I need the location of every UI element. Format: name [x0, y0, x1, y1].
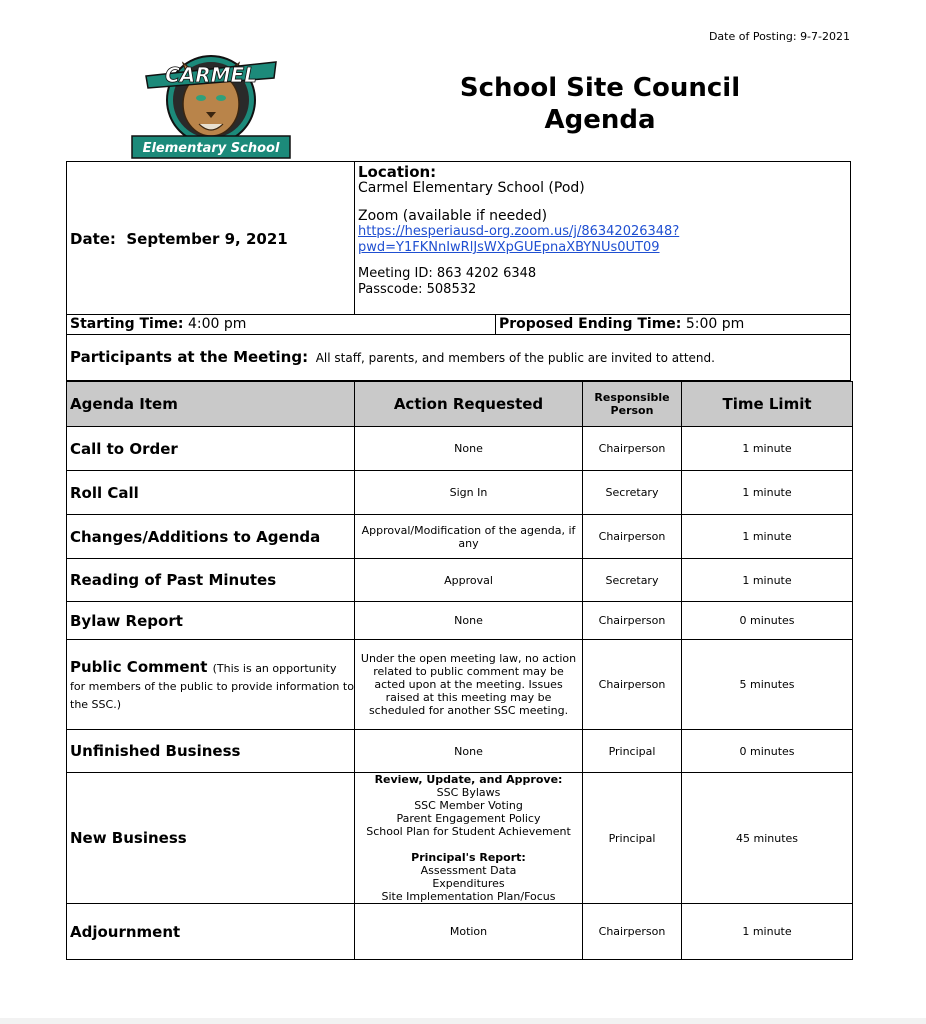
meeting-id: Meeting ID: 863 4202 6348 [358, 266, 537, 281]
action-heading-principal-report: Principal's Report: [411, 851, 526, 864]
location-cell [358, 164, 679, 298]
zoom-link-line-1[interactable]: https://hesperiausd-org.zoom.us/j/86342026348? [358, 224, 680, 239]
zoom-link-line-2[interactable]: pwd=Y1FKNnIwRlJsWXpGUEpnaXBYNUs0UT09 [358, 240, 660, 255]
agenda-item [67, 640, 355, 730]
meeting-date [70, 230, 288, 248]
table-row [67, 427, 853, 471]
action-list-item: SSC Bylaws [436, 786, 501, 799]
time-limit: 5 minutes [682, 640, 853, 730]
page-bottom-edge [0, 1018, 926, 1024]
action-requested: None [355, 730, 583, 773]
agenda-item: New Business [67, 773, 355, 904]
header-responsible-person: Responsible Person [583, 382, 682, 427]
table-row [67, 471, 853, 515]
title-line-2: Agenda [544, 105, 656, 135]
agenda-item: Bylaw Report [67, 602, 355, 640]
end-value: 5:00 pm [685, 316, 745, 332]
logo-top-text: CARMEL [165, 63, 257, 87]
time-limit: 1 minute [682, 904, 853, 960]
agenda-item: Adjournment [67, 904, 355, 960]
table-row [67, 904, 853, 960]
action-requested: None [355, 602, 583, 640]
starting-time [70, 316, 246, 332]
agenda-item: Call to Order [67, 427, 355, 471]
table-row [67, 640, 853, 730]
action-requested: Approval/Modification of the agenda, if any [355, 515, 583, 559]
responsible-person: Principal [583, 773, 682, 904]
action-requested: Under the open meeting law, no action related to public comment may be acted upon at the meeting. Issues raised at this meeting may be scheduled for another SSC meeting. [355, 640, 583, 730]
action-list-item: School Plan for Student Achievement [366, 825, 571, 838]
time-limit: 1 minute [682, 515, 853, 559]
time-limit: 0 minutes [682, 602, 853, 640]
header-agenda-item: Agenda Item [67, 382, 355, 427]
agenda-item: Unfinished Business [67, 730, 355, 773]
responsible-person: Secretary [583, 559, 682, 602]
passcode: Passcode: 508532 [358, 282, 477, 297]
action-list-item: Assessment Data [420, 864, 517, 877]
time-limit: 1 minute [682, 559, 853, 602]
time-limit: 1 minute [682, 471, 853, 515]
action-list-item: Site Implementation Plan/Focus [381, 890, 556, 903]
time-limit: 1 minute [682, 427, 853, 471]
date-cell [67, 162, 355, 314]
date-label: Date: [70, 230, 116, 248]
location-value: Carmel Elementary School (Pod) [358, 180, 585, 196]
action-requested: Sign In [355, 471, 583, 515]
responsible-person: Chairperson [583, 602, 682, 640]
participants-label: Participants at the Meeting: [70, 348, 309, 366]
time-limit: 45 minutes [682, 773, 853, 904]
table-row [67, 730, 853, 773]
zoom-text: Zoom (available if needed) [358, 208, 548, 224]
table-row [67, 602, 853, 640]
posting-label: Date of Posting: [708, 30, 797, 43]
action-list-item: Parent Engagement Policy [396, 812, 541, 825]
title-line-1: School Site Council [459, 73, 741, 103]
header-action-requested: Action Requested [355, 382, 583, 427]
responsible-person: Chairperson [583, 515, 682, 559]
table-header [67, 382, 853, 427]
action-requested: None [355, 427, 583, 471]
action-heading-review: Review, Update, and Approve: [374, 773, 563, 786]
posting-date [600, 30, 850, 43]
responsible-person: Chairperson [583, 640, 682, 730]
start-label: Starting Time: [70, 316, 184, 332]
page-title [440, 72, 760, 136]
time-divider [495, 315, 496, 334]
agenda-item-note: (This is an opportunity for members of the public to provide information to the SSC.) [70, 661, 354, 711]
action-requested [355, 773, 583, 904]
agenda-table [66, 381, 853, 960]
responsible-person: Secretary [583, 471, 682, 515]
agenda-item: Changes/Additions to Agenda [67, 515, 355, 559]
participants [70, 348, 715, 366]
header-time-limit: Time Limit [682, 382, 853, 427]
responsible-person: Principal [583, 730, 682, 773]
agenda-item: Reading of Past Minutes [67, 559, 355, 602]
responsible-person: Chairperson [583, 427, 682, 471]
date-value: September 9, 2021 [126, 230, 288, 248]
meeting-info-box [66, 161, 851, 315]
posting-value: 9-7-2021 [800, 30, 850, 43]
action-requested: Motion [355, 904, 583, 960]
location-label: Location: [358, 163, 437, 181]
responsible-person: Chairperson [583, 904, 682, 960]
cougar-logo-icon [126, 48, 296, 160]
table-row [67, 559, 853, 602]
ending-time [499, 316, 744, 332]
action-requested: Approval [355, 559, 583, 602]
agenda-item: Roll Call [67, 471, 355, 515]
start-value: 4:00 pm [187, 316, 247, 332]
time-limit: 0 minutes [682, 730, 853, 773]
participants-row [66, 334, 851, 381]
table-row [67, 773, 853, 904]
logo-bottom-text: Elementary School [142, 141, 280, 156]
time-row [66, 314, 851, 335]
table-row [67, 515, 853, 559]
end-label: Proposed Ending Time: [499, 316, 682, 332]
school-logo [126, 48, 296, 160]
agenda-item-title: Public Comment [70, 657, 208, 676]
action-list-item: Expenditures [432, 877, 505, 890]
participants-value: All staff, parents, and members of the public are invited to attend. [315, 351, 715, 365]
action-list-item: SSC Member Voting [414, 799, 523, 812]
